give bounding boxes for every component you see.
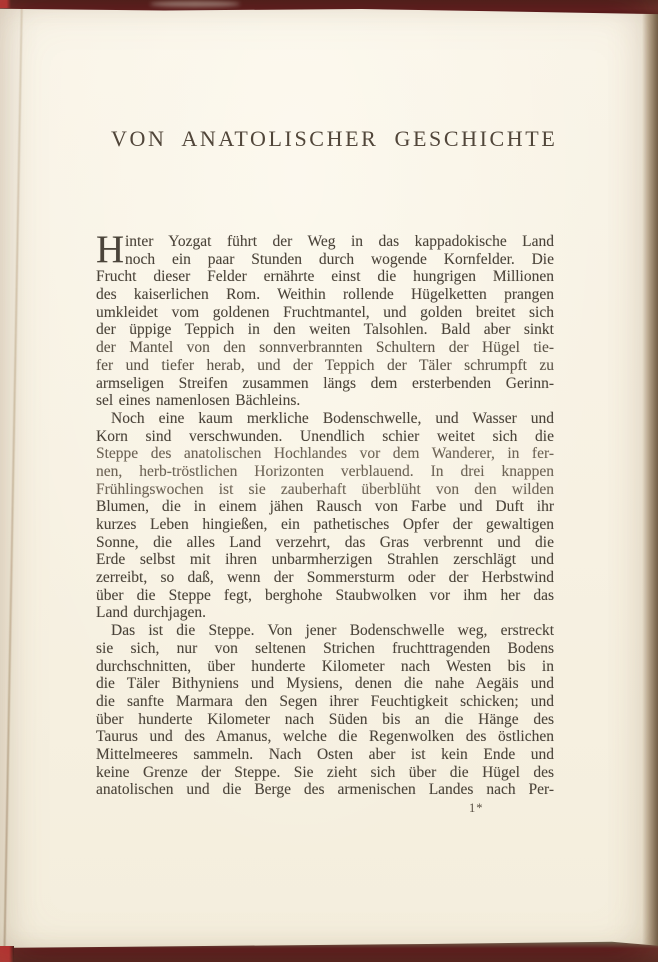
text-line: über die Steppe fegt, berghohe Staubwolken vor ihm her das [96,586,554,604]
text-line: die sanfte Marmara den Segen ihrer Feuchtigkeit schicken; und [96,692,554,710]
cover-red-corner-bottom-left [0,946,14,962]
text-line: des kaiserlichen Rom. Weithin rollende Hügelketten prangen [96,286,554,304]
page-gutter-shadow [3,0,23,962]
text-line: Frucht dieser Felder ernährte einst die hungrigen Millionen [96,268,554,286]
cover-edge-highlight [150,1,240,7]
cover-red-corner-top-left [0,0,11,8]
text-line: Frühlingswochen ist sie zauberhaft überblüht von den wilden [96,480,554,498]
text-line: der Mantel von den sonnverbrannten Schultern der Hügel tie- [96,339,554,357]
text-line: nen, herb-tröstlichen Horizonten verblauend. In drei knappen [96,462,554,480]
text-line: Das ist die Steppe. Von jener Bodenschwelle weg, erstreckt [111,622,554,640]
text-line: umkleidet vom goldenen Fruchtmantel, und golden breitet sich [96,303,554,321]
text-line: sie sich, nur von seltenen Strichen fruchttragenden Bodens [96,639,554,657]
text-line: inter Yozgat führt der Weg in das kappadokische Land [125,233,554,250]
text-line: die Täler Bithyniens und Mysiens, denen die nahe Aegäis und [96,675,554,693]
signature-mark: 1* [469,801,484,815]
page-edge-shadow [642,0,658,962]
paragraph-2 [96,410,554,622]
text-line: anatolischen und die Berge des armenischen Landes nach Per- [96,781,554,799]
text-line: Erde selbst mit ihren unbarmherzigen Strahlen zerschlägt und [96,551,554,569]
text-line: Land durchjagen. [96,604,206,622]
text-line: über hunderte Kilometer nach Süden bis an die Hänge des [96,710,554,728]
dropcap-initial: H [96,228,125,271]
text-line: Korn sind verschwunden. Unendlich schier weitet sich die [96,427,554,445]
text-line: der üppige Teppich in den weiten Talsohlen. Bald aber sinkt [96,321,554,339]
paragraph-3 [96,622,554,799]
text-line: noch ein paar Stunden durch wogende Kornfelder. Die [125,250,554,268]
paragraph-1 [96,228,554,410]
text-line: Noch eine kaum merkliche Bodenschwelle, und Wasser und [111,409,554,427]
text-block [96,228,554,799]
text-line: Steppe des anatolischen Hochlandes vor dem Wanderer, in fer- [96,445,554,463]
text-line: kurzes Leben hingießen, ein pathetisches Opfer der gewaltigen [96,516,554,533]
text-line: zerreibt, so daß, wenn der Sommersturm oder der Herbstwind [96,569,554,587]
text-line: armseligen Streifen zusammen längs dem ersterbenden Gerinn- [96,374,554,392]
text-line: sel eines namenlosen Bächleins. [96,392,301,410]
chapter-title: VON ANATOLISCHER GESCHICHTE [111,126,558,151]
text-line: Blumen, die in einem jähen Rausch von Farbe und Duft ihr [96,498,554,516]
text-line: Taurus und des Amanus, welche die Regenwolken des östlichen [96,728,554,746]
text-line: Sonne, die alles Land verzehrt, das Gras verbrennt und die [96,533,554,551]
text-line: Mittelmeeres sammeln. Nach Osten aber ist kein Ende und [96,745,554,763]
text-line: fer und tiefer herab, und der Teppich der Täler schrumpft zu [96,356,554,374]
text-line: durchschnitten, über hunderte Kilometer nach Westen bis in [96,657,554,675]
text-line: keine Grenze der Steppe. Sie zieht sich über die Hügel des [96,763,554,781]
